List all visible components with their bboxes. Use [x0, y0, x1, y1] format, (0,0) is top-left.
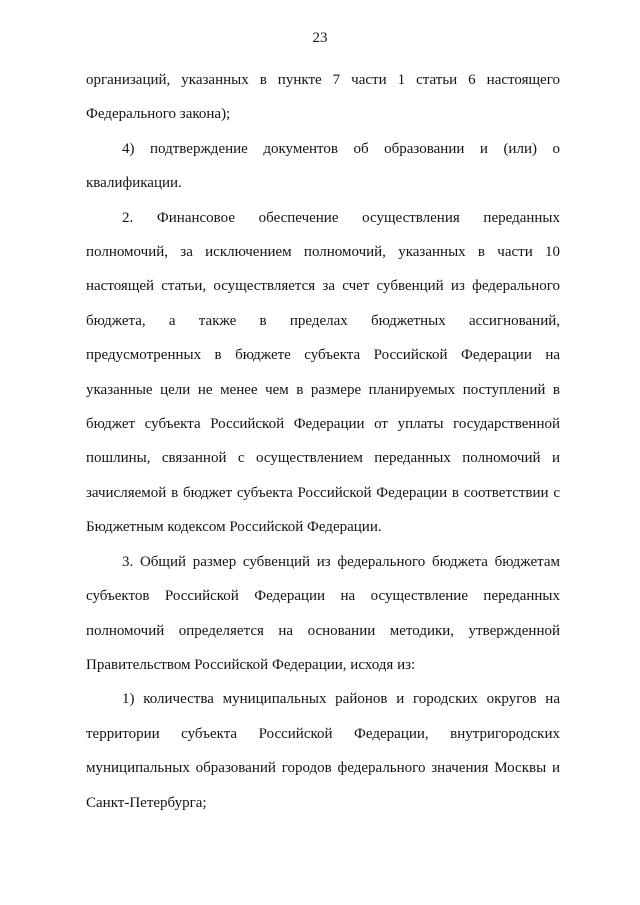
- paragraph-continuation: организаций, указанных в пункте 7 части 1 статьи 6 настоящего Федерального закона);: [86, 72, 560, 123]
- paragraph-item-4: 4) подтверждение документов об образовании и (или) о квалификации.: [86, 140, 560, 192]
- paragraph-item-1: 1) количества муниципальных районов и городских округов на территории субъекта Российской Федерации, внутригородских муниципальных образований городов федерального значения Москвы и Санкт-Петербурга;: [86, 691, 560, 811]
- paragraph-section-3: 3. Общий размер субвенций из федерального бюджета бюджетам субъектов Российской Федерации на осуществление переданных полномочий определяется на основании методики, утвержденной Правительством Российской Федерации, исходя из:: [86, 553, 560, 673]
- page-number: 23: [312, 30, 328, 46]
- paragraph-section-2: 2. Финансовое обеспечение осуществления переданных полномочий, за исключением полномочий, указанных в части 10 настоящей статьи, осуществляется за счет субвенций из федерального бюджета, а также в пределах бюджетных ассигнований, предусмотренных в бюджете субъекта Российской Федерации на указанные цели не менее чем в размере планируемых поступлений в бюджет субъекта Российской Федерации от уплаты государственной пошлины, связанной с осуществлением переданных полномочий и зачисляемой в бюджет субъекта Российской Федерации в соответствии с Бюджетным кодексом Российской Федерации.: [86, 209, 560, 536]
- document-body: [86, 63, 560, 820]
